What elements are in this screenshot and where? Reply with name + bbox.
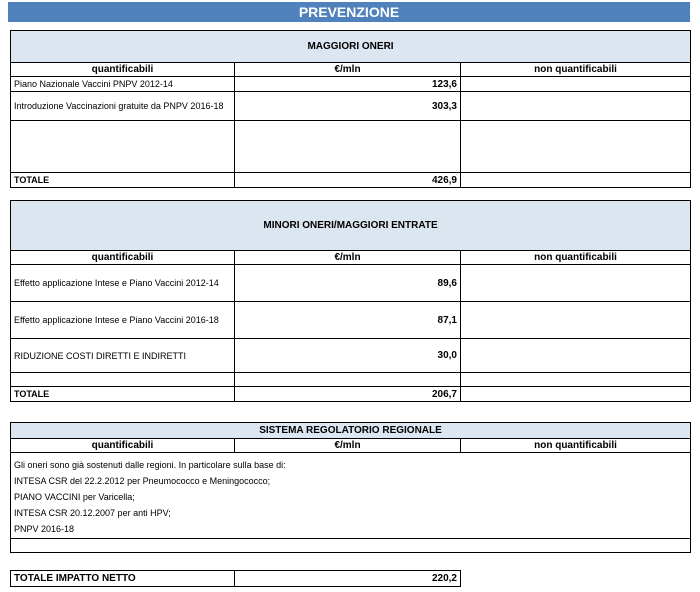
note-line: INTESA CSR del 22.2.2012 per Pneumococco e Meningococco; — [14, 476, 271, 486]
col-non-quantificabili: non quantificabili — [461, 251, 691, 265]
row-empty — [461, 302, 691, 339]
note-line: PIANO VACCINI per Varicella; — [14, 492, 135, 502]
row-empty — [461, 173, 691, 188]
sistema-regolatorio-header: SISTEMA REGOLATORIO REGIONALE — [11, 423, 691, 439]
row-empty — [461, 77, 691, 92]
impatto-netto-value: 220,2 — [235, 571, 461, 587]
col-quantificabili: quantificabili — [11, 439, 235, 453]
row-empty — [11, 539, 691, 553]
col-unit: €/mln — [235, 63, 461, 77]
maggiori-oneri-header: MAGGIORI ONERI — [11, 31, 691, 63]
row-empty — [461, 571, 691, 587]
row-value: 303,3 — [235, 92, 461, 121]
col-unit: €/mln — [235, 439, 461, 453]
col-non-quantificabili: non quantificabili — [461, 63, 691, 77]
impatto-netto-table — [10, 570, 691, 587]
row-label: RIDUZIONE COSTI DIRETTI E INDIRETTI — [11, 339, 235, 373]
total-label: TOTALE — [11, 173, 235, 188]
row-value: 123,6 — [235, 77, 461, 92]
row-value: 30,0 — [235, 339, 461, 373]
row-label: Effetto applicazione Intese e Piano Vaccini 2016-18 — [11, 302, 235, 339]
page-title: PREVENZIONE — [8, 2, 690, 22]
row-label: Effetto applicazione Intese e Piano Vaccini 2012-14 — [11, 265, 235, 302]
row-empty — [235, 373, 461, 387]
col-quantificabili: quantificabili — [11, 251, 235, 265]
row-empty — [461, 339, 691, 373]
total-label: TOTALE — [11, 387, 235, 402]
total-value: 206,7 — [235, 387, 461, 402]
row-value: 87,1 — [235, 302, 461, 339]
col-unit: €/mln — [235, 251, 461, 265]
row-value: 89,6 — [235, 265, 461, 302]
sistema-note — [11, 453, 691, 539]
row-label: Introduzione Vaccinazioni gratuite da PNPV 2016-18 — [11, 92, 235, 121]
minori-oneri-header: MINORI ONERI/MAGGIORI ENTRATE — [11, 201, 691, 251]
col-quantificabili: quantificabili — [11, 63, 235, 77]
note-line: PNPV 2016-18 — [14, 524, 75, 534]
row-empty — [461, 92, 691, 121]
row-empty — [11, 121, 235, 173]
impatto-netto-label: TOTALE IMPATTO NETTO — [11, 571, 235, 587]
row-empty — [461, 121, 691, 173]
row-empty — [235, 121, 461, 173]
note-line: INTESA CSR 20.12.2007 per anti HPV; — [14, 508, 171, 518]
row-empty — [461, 373, 691, 387]
row-label: Piano Nazionale Vaccini PNPV 2012-14 — [11, 77, 235, 92]
sistema-regolatorio-table — [10, 422, 691, 553]
maggiori-oneri-table — [10, 30, 691, 188]
note-line: Gli oneri sono già sostenuti dalle regioni. In particolare sulla base di: — [14, 460, 286, 470]
row-empty — [461, 265, 691, 302]
total-value: 426,9 — [235, 173, 461, 188]
row-empty — [461, 387, 691, 402]
row-empty — [11, 373, 235, 387]
col-non-quantificabili: non quantificabili — [461, 439, 691, 453]
minori-oneri-table — [10, 200, 691, 402]
